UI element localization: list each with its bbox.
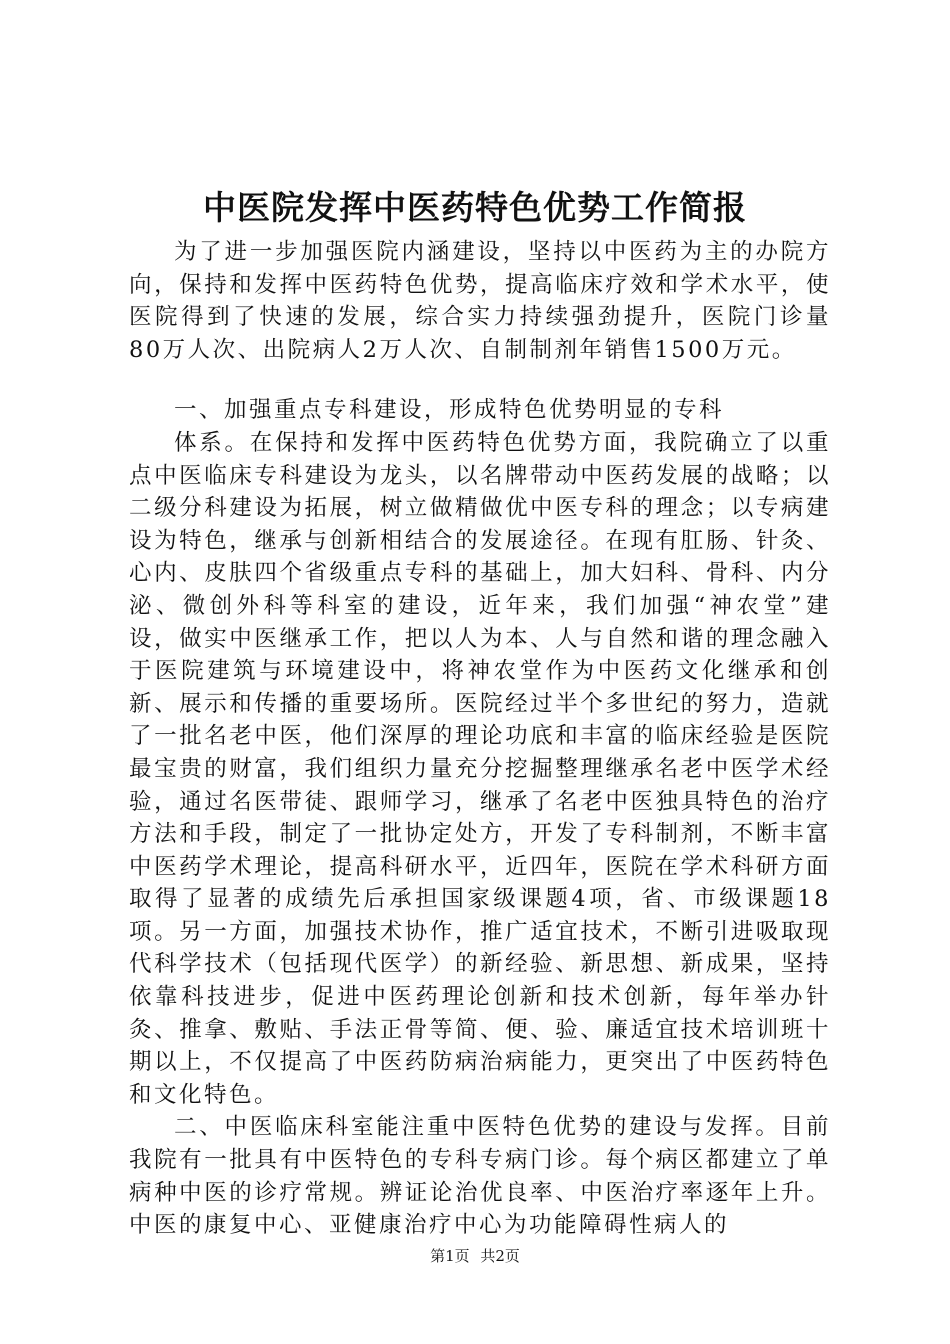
document-body xyxy=(129,236,831,1242)
page-total: 共2页 xyxy=(480,1247,520,1265)
section-one-paragraph: 体系。在保持和发挥中医药特色优势方面，我院确立了以重点中医临床专科建设为龙头，以名牌带动中医药发展的战略；以二级分科建设为拓展，树立做精做优中医专科的理念；以专病建设为特色，继承与创新相结合的发展途径。在现有肛肠、针灸、心内、皮肤四个省级重点专科的基础上，加大妇科、骨科、内分泌、微创外科等科室的建设，近年来，我们加强“神农堂”建设，做实中医继承工作，把以人为本、人与自然和谐的理念融入于医院建筑与环境建设中，将神农堂作为中医药文化继承和创新、展示和传播的重要场所。医院经过半个多世纪的努力，造就了一批名老中医，他们深厚的理论功底和丰富的临床经验是医院最宝贵的财富，我们组织力量充分挖掘整理继承名老中医学术经验，通过名医带徒、跟师学习，继承了名老中医独具特色的治疗方法和手段，制定了一批协定处方，开发了专科制剂，不断丰富中医药学术理论，提高科研水平，近四年，医院在学术科研方面取得了显著的成绩先后承担国家级课题4项，省、市级课题18项。另一方面，加强技术协作，推广适宜技术，不断引进吸取现代科学技术（包括现代医学）的新经验、新思想、新成果，坚持依靠科技进步，促进中医药理论创新和技术创新，每年举办针灸、推拿、敷贴、手法正骨等简、便、验、廉适宜技术培训班十期以上，不仅提高了中医药防病治病能力，更突出了中医药特色和文化特色。 xyxy=(129,429,831,1108)
section-two-paragraph: 二、中医临床科室能注重中医特色优势的建设与发挥。目前我院有一批具有中医特色的专科专病门诊。每个病区都建立了单病种中医的诊疗常规。辨证论治优良率、中医治疗率逐年上升。中医的康复中心、亚健康治疗中心为功能障碍性病人的 xyxy=(129,1114,831,1239)
page-number: 第1页 xyxy=(430,1247,470,1265)
page-footer xyxy=(0,1246,950,1266)
intro-paragraph: 为了进一步加强医院内涵建设，坚持以中医药为主的办院方向，保持和发挥中医药特色优势，提高临床疗效和学术水平，使医院得到了快速的发展，综合实力持续强劲提升，医院门诊量80万人次、出院病人2万人次、自制制剂年销售1500万元。 xyxy=(129,239,831,363)
document-title: 中医院发挥中医药特色优势工作简报 xyxy=(203,188,747,227)
section-one-heading: 一、加强重点专科建设，形成特色优势明显的专科 xyxy=(174,397,725,424)
